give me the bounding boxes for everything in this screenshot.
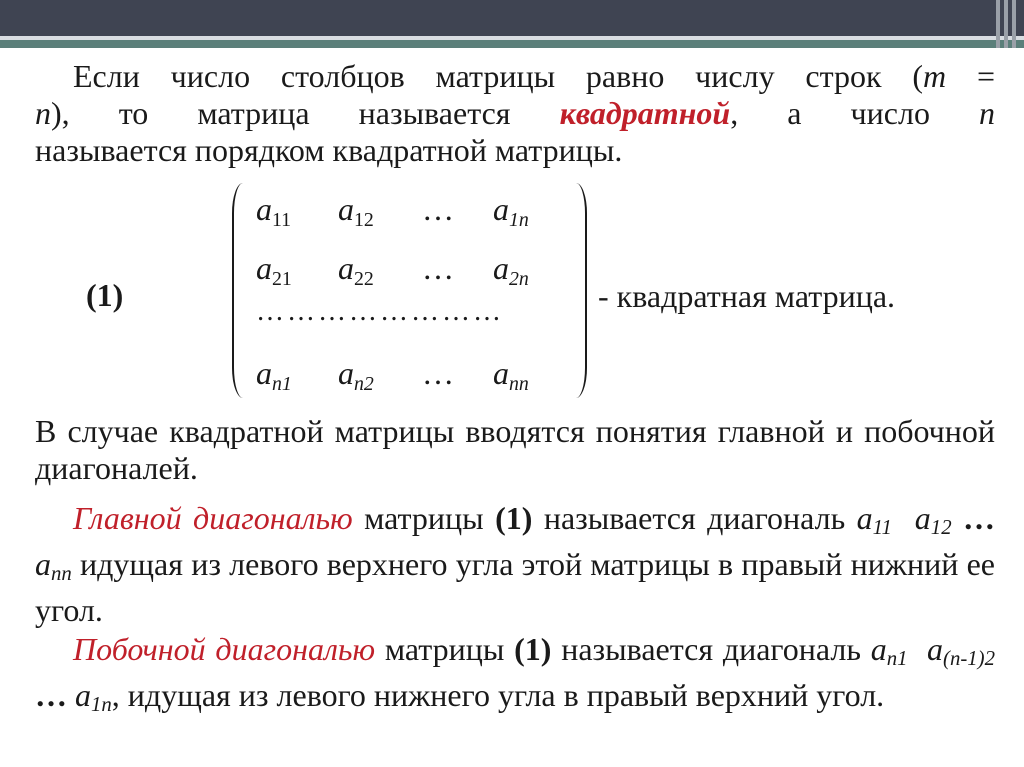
text: = — [946, 58, 996, 94]
matrix-cell: a2n — [493, 250, 529, 290]
text: матрицы — [375, 631, 515, 667]
top-banner-stripe — [1004, 0, 1008, 48]
text: , а число — [730, 95, 980, 131]
text: идущая из левого верхнего угла этой матрицы в правый нижний ее угол. — [35, 546, 995, 629]
var-n: n — [979, 95, 996, 131]
text: , идущая из левого нижнего угла в правый верхний угол. — [111, 677, 885, 714]
matrix-ellipsis: … — [422, 191, 454, 227]
paragraph-definition — [35, 58, 995, 169]
matrix-cell: a22 — [338, 250, 374, 290]
element-a12: $a_{12}$ — [914, 500, 952, 540]
matrix-label: (1) — [86, 277, 124, 313]
text: называется диагональ — [532, 500, 857, 536]
element-a-n-1-2: $a_{(n-1)2}$ — [927, 631, 996, 671]
paragraph-main-diagonal — [35, 500, 995, 629]
text: матрицы — [352, 500, 496, 536]
matrix-left-bracket — [232, 183, 254, 398]
element-an1: $a_{n1}$ — [870, 631, 908, 671]
paragraph-line — [35, 95, 995, 132]
matrix-dots-row: …………………… — [256, 296, 504, 327]
paragraph-text: В случае квадратной матрицы вводятся понятия главной и побочной диагоналей. — [35, 413, 995, 486]
paragraph-line — [35, 132, 995, 169]
matrix-caption: - квадратная матрица. — [598, 278, 896, 314]
text: называется диагональ — [551, 631, 871, 667]
matrix-cell: a12 — [338, 191, 374, 231]
matrix-ref: (1) — [495, 500, 533, 536]
top-banner-stripe — [1012, 0, 1016, 48]
term-secondary-diagonal: Побочной диагональю — [73, 631, 376, 667]
term-main-diagonal: Главной диагональю — [73, 500, 353, 536]
ellipsis: … — [951, 500, 996, 536]
text: ), то матрица называется — [51, 95, 560, 131]
matrix-cell: a21 — [256, 250, 292, 290]
square-matrix — [232, 183, 587, 398]
term-highlight: квадратной — [559, 95, 731, 131]
matrix-cell: ann — [493, 355, 529, 395]
text: Если число столбцов матрицы равно числу строк ( — [73, 58, 924, 94]
paragraph-text — [35, 631, 995, 723]
matrix-cell: a11 — [256, 191, 292, 231]
top-banner-stripe — [996, 0, 1000, 48]
paragraph-secondary-diagonal — [35, 631, 995, 723]
paragraph-line — [35, 58, 995, 95]
matrix-right-bracket — [565, 183, 587, 398]
paragraph-text — [35, 500, 995, 629]
matrix-ellipsis: … — [422, 355, 454, 391]
text: называется порядком квадратной матрицы. — [35, 132, 623, 168]
matrix-ref: (1) — [514, 631, 552, 667]
matrix-ellipsis: … — [422, 250, 454, 286]
var-n: n — [35, 95, 51, 131]
var-m: m — [923, 58, 947, 94]
element-a11: $a_{11}$ — [856, 500, 892, 540]
element-ann: $a_{nn}$ — [35, 546, 72, 586]
top-banner-accent — [0, 40, 1024, 48]
matrix-cell: a1n — [493, 191, 529, 231]
top-banner — [0, 0, 1024, 36]
matrix-cell: an2 — [338, 355, 374, 395]
paragraph-diagonals-intro — [35, 413, 995, 487]
matrix-cell: an1 — [256, 355, 292, 395]
ellipsis: … — [35, 677, 75, 714]
element-a1n: $a_{1n}$ — [75, 677, 112, 717]
